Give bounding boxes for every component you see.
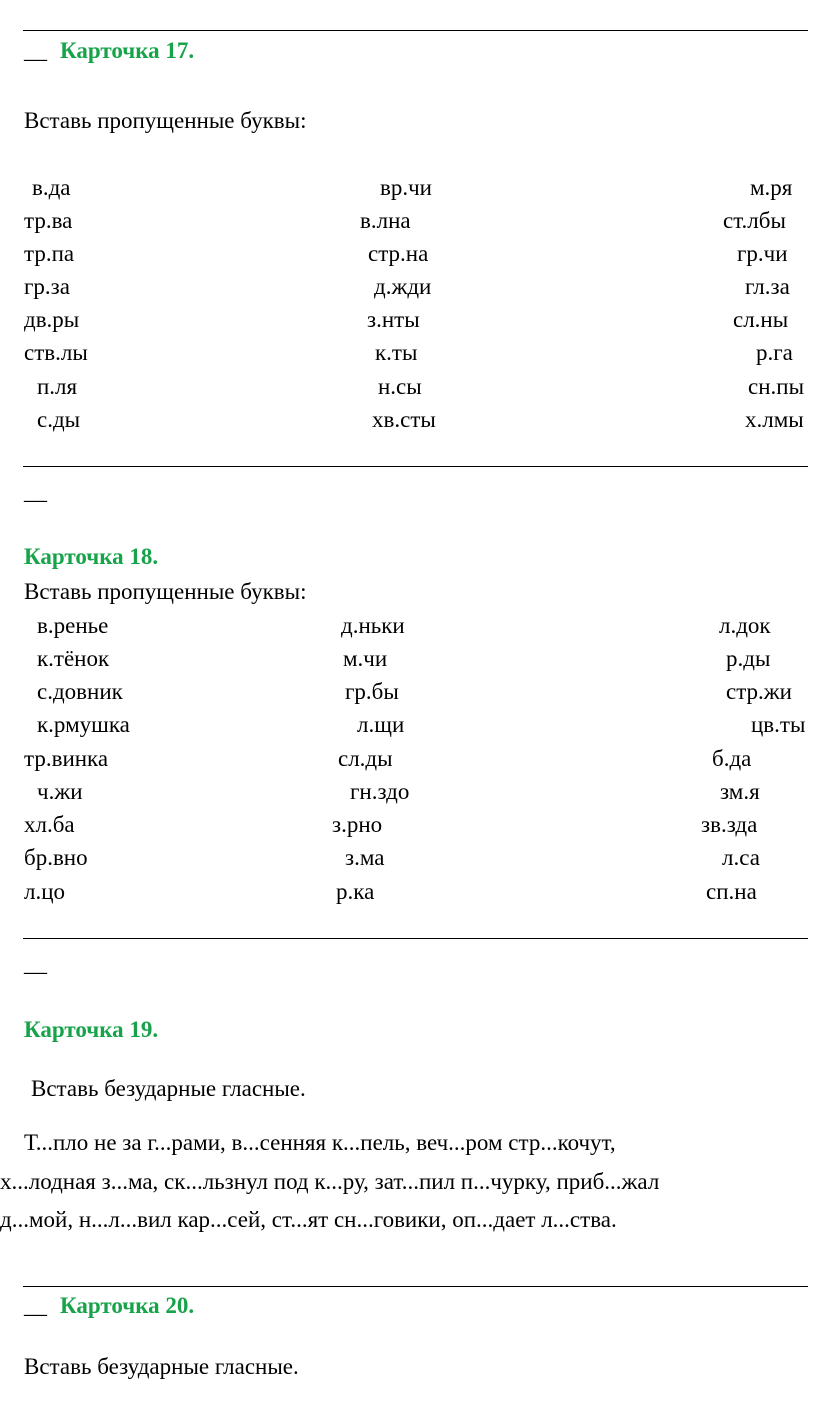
card-17-title: Карточка 17. (60, 38, 195, 63)
card-18-word: р.ка (336, 879, 375, 904)
card-18-word: к.тёнок (37, 646, 110, 671)
card-17-word: в.лна (360, 208, 411, 233)
card-18-word: зм.я (720, 779, 760, 804)
card-17-word: стр.на (368, 241, 429, 266)
card-18-word: ч.жи (37, 779, 83, 804)
card-18-word: к.рмушка (37, 712, 130, 737)
card-18-word: л.цо (24, 879, 66, 904)
divider-top (23, 30, 808, 31)
card-18-prefix: __ (24, 479, 47, 504)
card-18-word: л.са (722, 845, 760, 870)
card-18-word: м.чи (343, 646, 388, 671)
card-17-word: сн.пы (748, 374, 805, 399)
card-17-instruction: Вставь пропущенные буквы: (24, 108, 307, 133)
card-18-word: бр.вно (24, 845, 88, 870)
card-17-word: д.жди (374, 274, 432, 299)
card-18-word: гр.бы (345, 679, 399, 704)
card-18-word: хл.ба (24, 812, 75, 837)
card-18-word: с.довник (37, 679, 123, 704)
card-18-word: стр.жи (726, 679, 792, 704)
card-19-instruction: Вставь безударные гласные. (31, 1076, 306, 1101)
card-18-word: р.ды (726, 646, 771, 671)
card-20-prefix: __ (24, 1293, 47, 1318)
card-18-word: д.ньки (341, 613, 405, 638)
divider (23, 938, 808, 939)
card-17-word: п.ля (37, 374, 78, 399)
card-17-word: сл.ны (733, 307, 789, 332)
card-17-word: дв.ры (24, 307, 80, 332)
card-18-word: сл.ды (338, 746, 393, 771)
card-19-title: Карточка 19. (24, 1017, 159, 1042)
card-17-word: р.га (756, 340, 793, 365)
card-17-word: ст.лбы (723, 208, 786, 233)
card-17-word: с.ды (37, 407, 81, 432)
card-17-prefix: __ (24, 38, 47, 63)
card-17-word: вр.чи (380, 175, 432, 200)
card-17-word: тр.ва (24, 208, 73, 233)
card-18-word: сп.на (706, 879, 757, 904)
card-17-word: ств.лы (24, 340, 88, 365)
card-18-instruction: Вставь пропущенные буквы: (24, 579, 307, 604)
card-19-paragraph-line: Т...пло не за г...рами, в...сенняя к...пель, веч...ром стр...кочут, (24, 1130, 616, 1155)
card-18-word: б.да (712, 746, 752, 771)
card-17-word: м.ря (750, 175, 793, 200)
card-18-word: в.ренье (37, 613, 109, 638)
card-17-word: гр.за (24, 274, 70, 299)
card-17-word: к.ты (375, 340, 418, 365)
card-18-word: цв.ты (751, 712, 806, 737)
card-18-word: л.щи (357, 712, 405, 737)
card-19-paragraph-line: д...мой, н...л...вил кар...сей, ст...ят сн...говики, оп...дает л...ства. (0, 1207, 617, 1232)
card-20-instruction: Вставь безударные гласные. (24, 1354, 299, 1379)
card-17-word: гл.за (745, 274, 790, 299)
card-17-word: гр.чи (737, 241, 788, 266)
card-18-title: Карточка 18. (24, 544, 159, 569)
card-17-word: з.нты (367, 307, 420, 332)
card-18-word: з.ма (345, 845, 385, 870)
card-18-word: з.рно (332, 812, 383, 837)
card-18-word: зв.зда (701, 812, 758, 837)
card-20-title: Карточка 20. (60, 1293, 195, 1318)
card-19-prefix: __ (24, 951, 47, 976)
card-17-word: тр.па (24, 241, 75, 266)
card-17-word: в.да (32, 175, 71, 200)
divider (23, 466, 808, 467)
card-17-word: хв.сты (372, 407, 436, 432)
card-17-word: н.сы (378, 374, 422, 399)
divider (23, 1286, 808, 1287)
card-17-word: х.лмы (745, 407, 804, 432)
card-18-word: л.док (719, 613, 771, 638)
card-18-word: тр.винка (24, 746, 109, 771)
card-19-paragraph-line: х...лодная з...ма, ск...льзнул под к...ру, зат...пил п...чурку, приб...жал (0, 1169, 660, 1194)
card-18-word: гн.здо (350, 779, 410, 804)
